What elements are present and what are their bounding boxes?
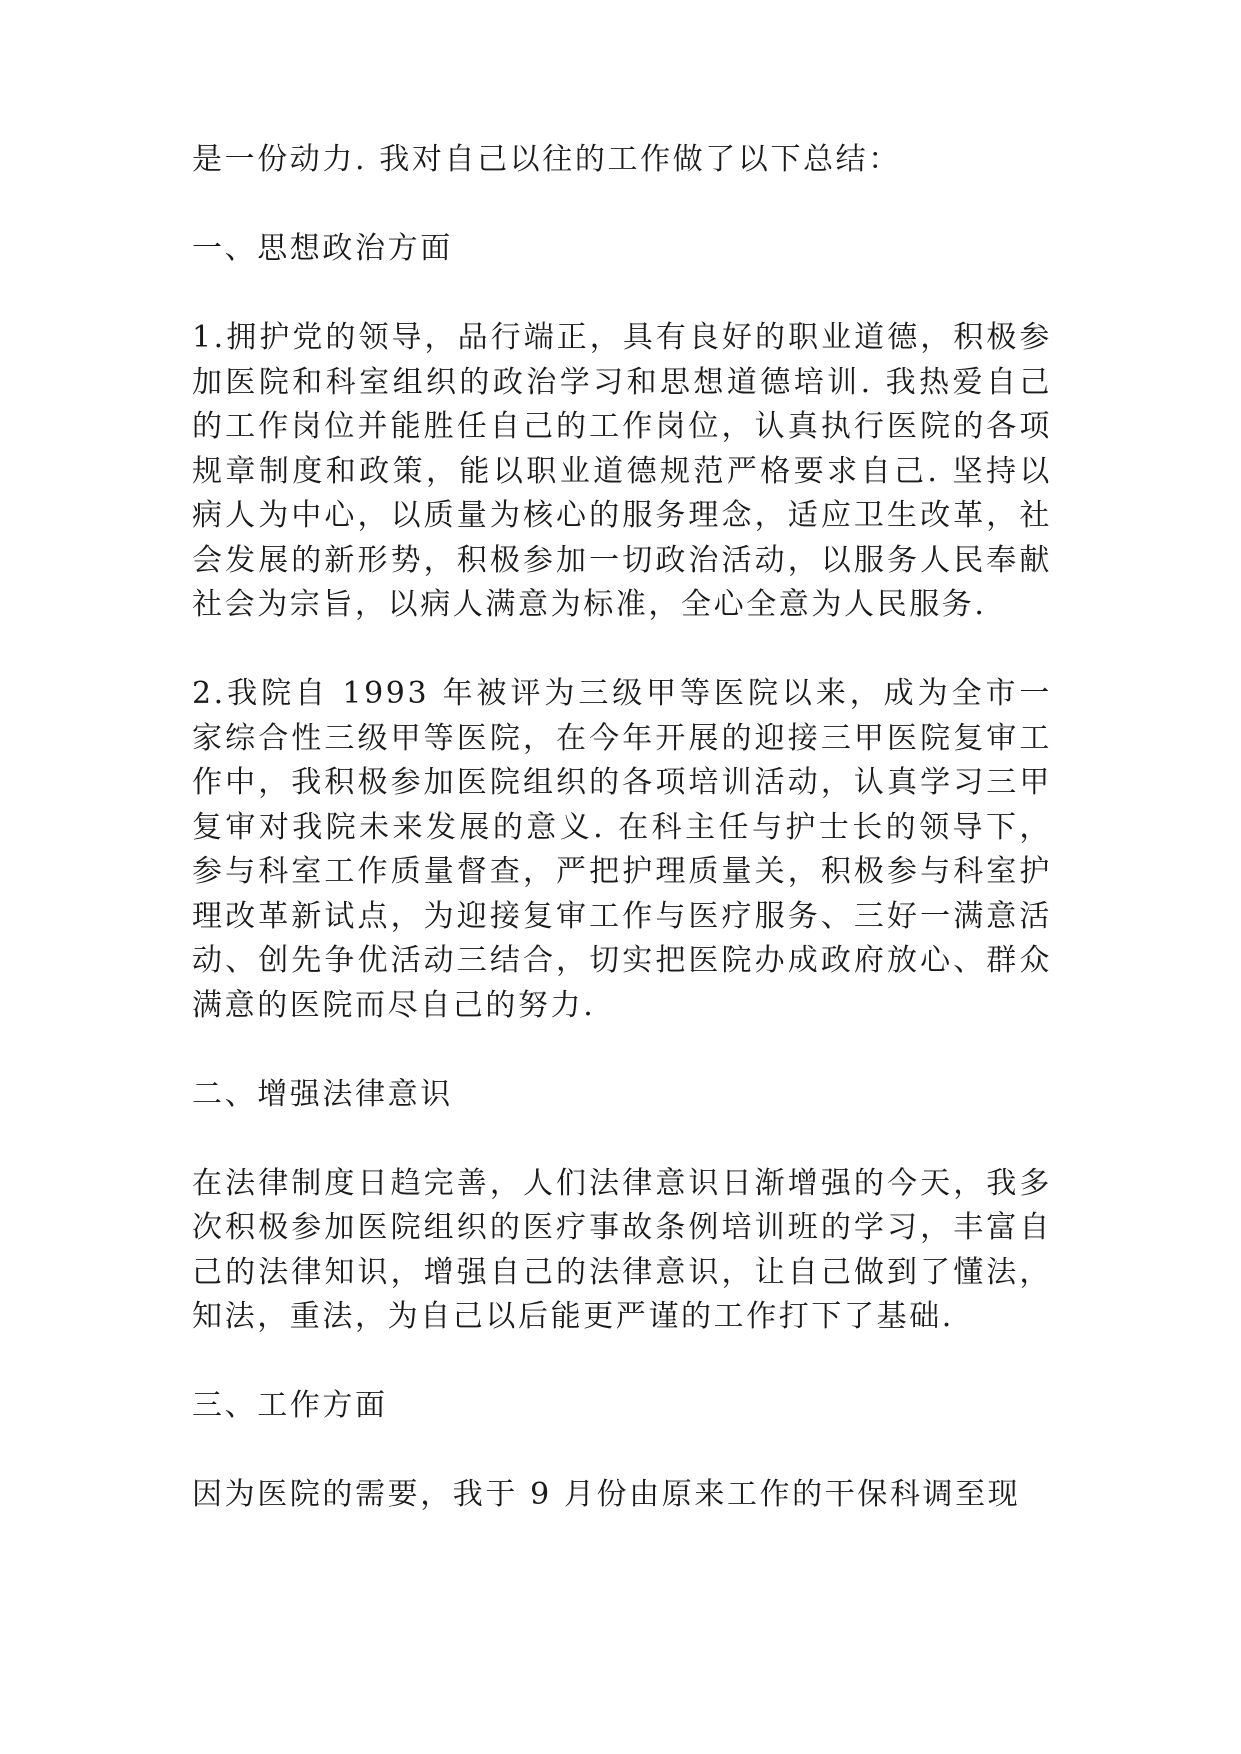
paragraph-law: 在法律制度日趋完善，人们法律意识日渐增强的今天，我多次积极参加医院组织的医疗事故条例培训班的学习，丰富自己的法律知识，增强自己的法律意识，让自己做到了懂法，知法，重法，为自己以后能更严谨的工作打下了基础.: [192, 1165, 1052, 1334]
section-heading-law: 二、增强法律意识: [192, 1076, 453, 1112]
paragraph-item-1: 1.拥护党的领导，品行端正，具有良好的职业道德，积极参加医院和科室组织的政治学习和思想道德培训. 我热爱自己的工作岗位并能胜任自己的工作岗位，认真执行医院的各项规章制度和政策，能以职业道德规范严格要求自己. 坚持以病人为中心，以质量为核心的服务理念，适应卫生改革，社会发展的新形势，积极参加一切政治活动，以服务人民奉献社会为宗旨，以病人满意为标准，全心全意为人民服务.: [192, 320, 1052, 622]
document-page: [192, 138, 1052, 1518]
paragraph-work: 因为医院的需要，我于 9 月份由原来工作的干保科调至现: [192, 1477, 1021, 1512]
section-heading-work: 三、工作方面: [192, 1388, 388, 1423]
section-heading-ideology: 一、思想政治方面: [192, 231, 453, 266]
intro-line: 是一份动力. 我对自己以往的工作做了以下总结：: [192, 142, 901, 177]
paragraph-item-2: 2.我院自 1993 年被评为三级甲等医院以来，成为全市一家综合性三级甲等医院，在今年开展的迎接三甲医院复审工作中，我积极参加医院组织的各项培训活动，认真学习三甲复审对我院未来发展的意义. 在科主任与护士长的领导下，参与科室工作质量督查，严把护理质量关，积极参与科室护理改革新试点，为迎接复审工作与医疗服务、三好一满意活动、创先争优活动三结合，切实把医院办成政府放心、群众满意的医院而尽自己的努力.: [192, 676, 1052, 1023]
